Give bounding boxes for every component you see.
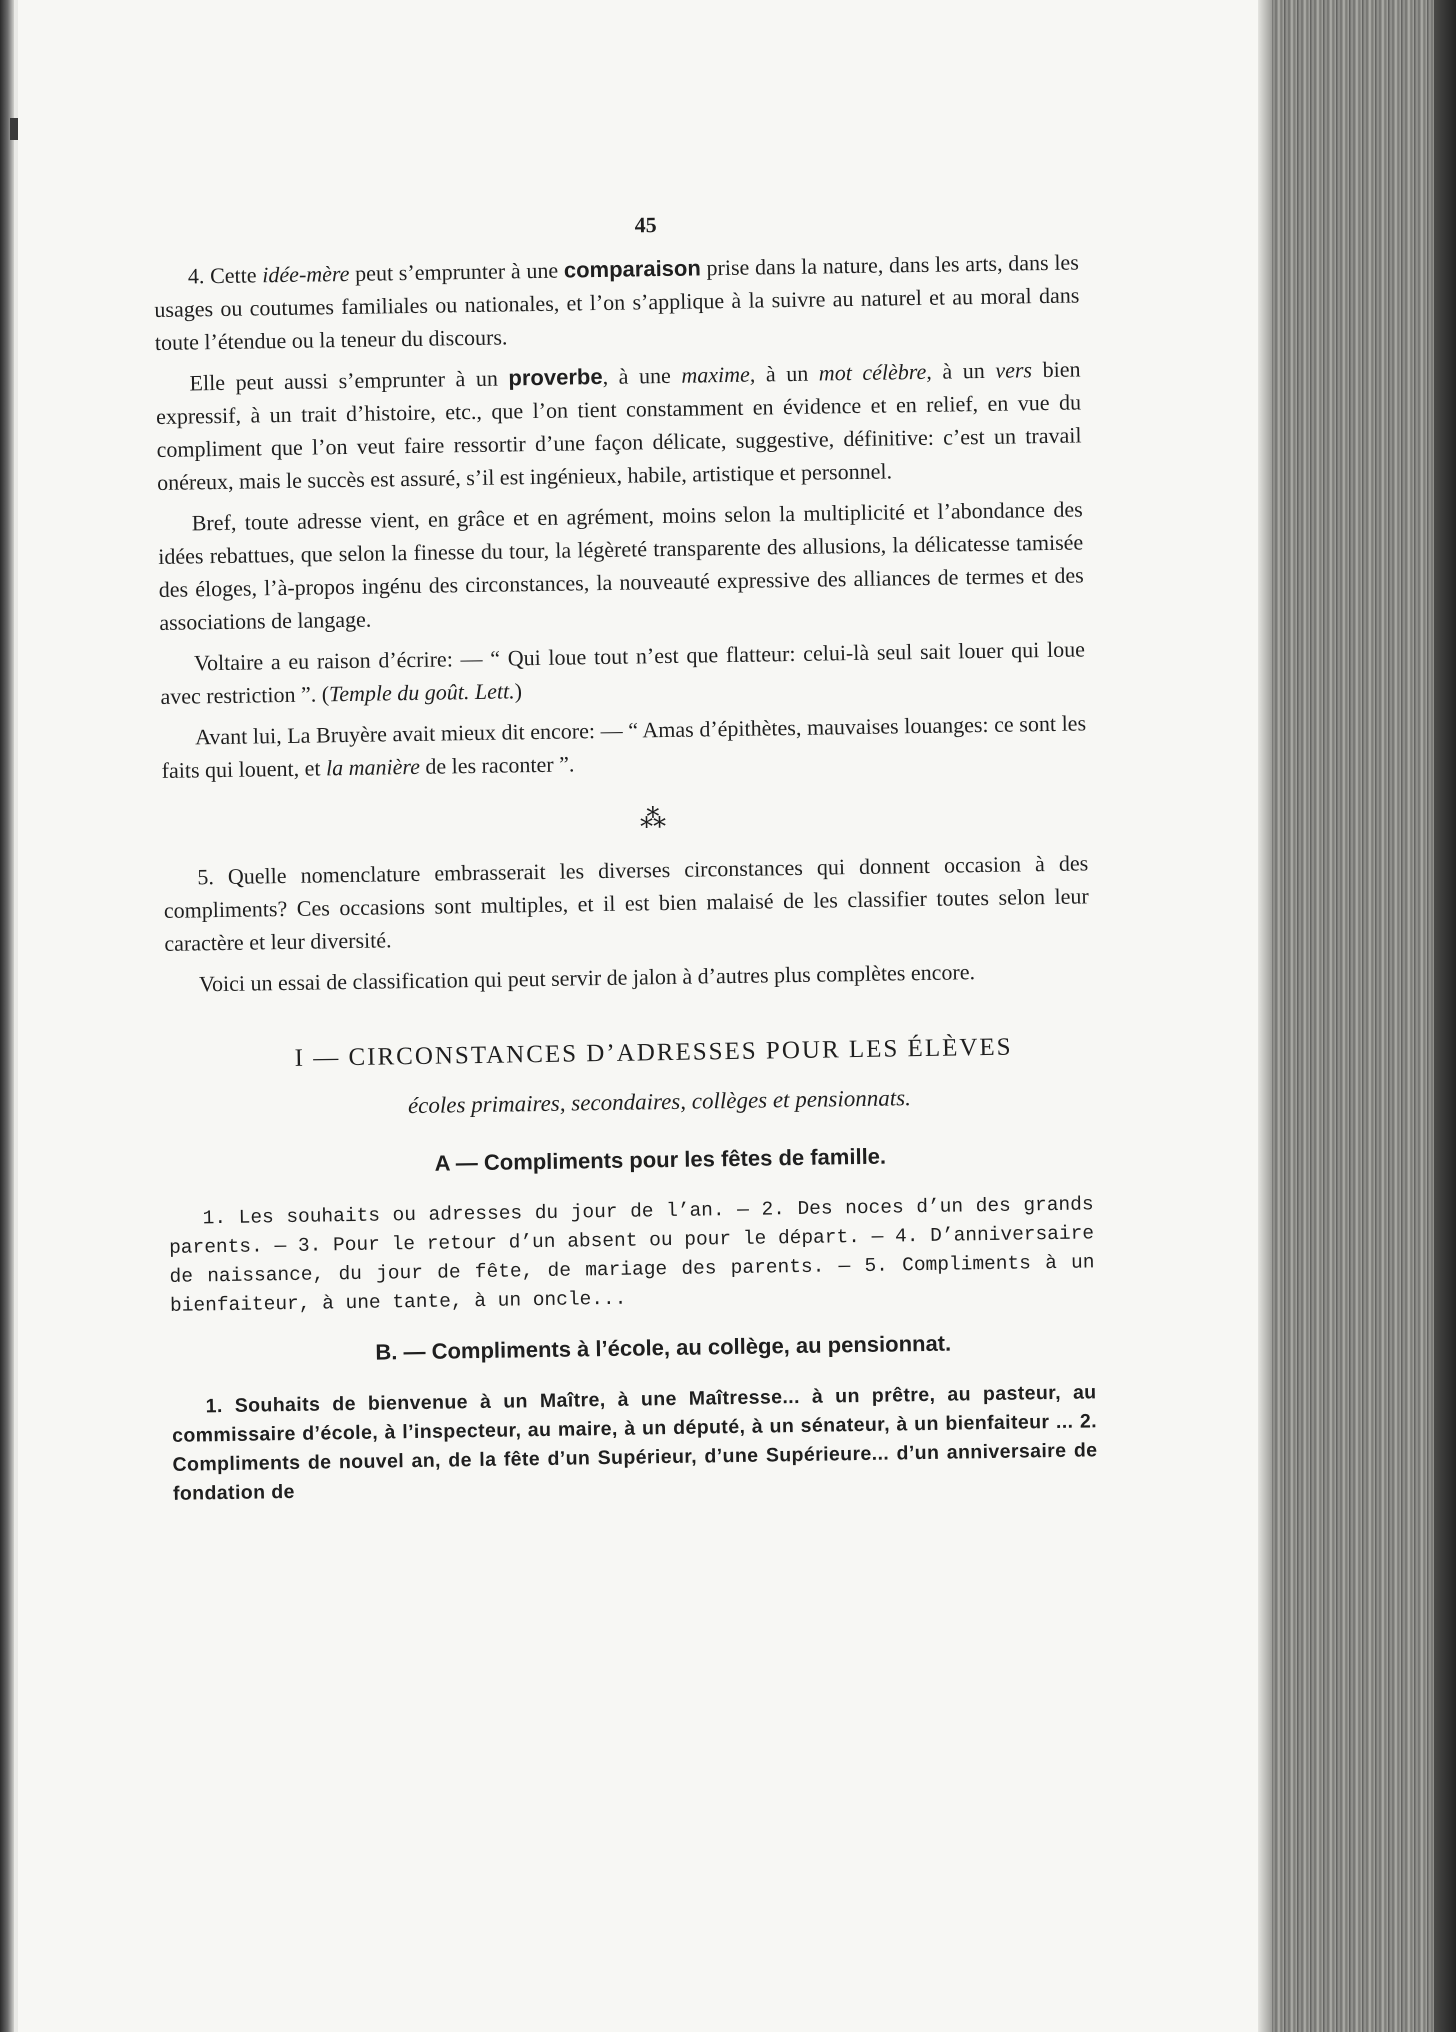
section-subtitle: écoles primaires, secondaires, collèges et pensionnats. <box>407 1085 912 1119</box>
text-run: , à une <box>602 362 682 389</box>
text-run: de les raconter ”. <box>419 751 575 779</box>
subsection-b-heading: B. — Compliments à l’école, au collège, au pensionnat. <box>375 1330 952 1365</box>
text-run: à un <box>931 357 996 384</box>
book-page-edges <box>1258 0 1456 2032</box>
paragraph-5: 5. Quelle nomenclature embrasserait les diverses circonstances qui donnent occasion à des compliments? Ces occasions sont multiples, et il est bien malaisé de les classifier toutes selon leur caractère et leur diversité. <box>163 850 1089 956</box>
asterism-divider: ⁂ <box>639 803 671 834</box>
citation-title: Temple du goût. Lett. <box>328 678 515 707</box>
list-a: 1. Les souhaits ou adresses du jour de l’an. — 2. Des noces d’un des grands parents. — 3. Pour le retour d’un absent ou pour le départ. — 4. D’anniversaire de naissance, du jour de fête, de mariage des parents. — 5. Compliments à un bienfaiteur, à une tante, à un oncle... <box>168 1193 1095 1317</box>
text-run: prise dans la nature, dans les arts, dans les usages ou coutumes familiales ou nationales, et l’on s’applique à la suivre au naturel et au moral dans toute l’étendue ou la teneur du discours. <box>154 249 1080 355</box>
emphasis: maxime, <box>681 361 756 388</box>
emphasis: la manière <box>325 753 421 781</box>
bold-term: proverbe <box>508 363 603 391</box>
page-text <box>153 205 1098 1516</box>
bold-term: comparaison <box>563 255 702 283</box>
text-run: à un <box>755 360 820 387</box>
text-run: ) <box>514 678 523 704</box>
paragraph-bref: Bref, toute adresse vient, en grâce et en agrément, moins selon la multiplicité et l’abondance des idées rebattues, que selon la finesse du tour, la légèreté transparente des allusions, la délicatesse tamisée des éloges, l’à-propos ingénu des circonstances, la nouveauté expressive des alliances de termes et des associations de langage. <box>158 496 1084 635</box>
book-page <box>18 0 1258 2032</box>
paragraph-4 <box>154 245 1080 359</box>
paragraph-bruyere <box>161 706 1087 787</box>
emphasis: idée-mère <box>262 260 350 288</box>
subsection-a-heading: A — Compliments pour les fêtes de famille. <box>434 1143 887 1176</box>
text-run: 4. Cette <box>187 262 263 289</box>
paragraph-voltaire <box>160 632 1086 713</box>
list-b: 1. Souhaits de bienvenue à un Maître, à une Maîtresse... à un prêtre, au pasteur, au commissaire d’école, à l’inspecteur, au maire, à un député, à un sénateur, à un bienfaiteur ... 2. Compliments de nouvel an, de la fête d’un Supérieur, d’une Supérieure... d’un anniversaire de fondation de <box>171 1381 1098 1505</box>
text-run: bien expressif, à un trait d’histoire, etc., que l’on tient constamment en évidence et en relief, en vue du compliment que l’on veut faire ressortir d’une façon délicate, suggestive, définitive: c’est un travail onéreux, mais le succès est assuré, s’il est ingénieux, habile, artistique et personnel. <box>155 356 1082 495</box>
section-title: I — CIRCONSTANCES D’ADRESSES POUR LES ÉLÈVES <box>294 1033 1013 1072</box>
text-run: Elle peut aussi s’emprunter à un <box>189 365 509 396</box>
page-number: 45 <box>634 212 657 238</box>
left-page-edge <box>0 0 14 2032</box>
emphasis: mot célèbre, <box>818 358 933 386</box>
text-run: Avant lui, La Bruyère avait mieux dit encore: — “ Amas d’épithètes, mauvaises louanges: ce sont les faits qui louent, et <box>161 710 1087 783</box>
paragraph-voici: Voici un essai de classification qui peut servir de jalon à d’autres plus complètes encore. <box>198 959 976 997</box>
emphasis: vers <box>995 357 1033 383</box>
paragraph-elle <box>155 352 1082 499</box>
text-run: peut s’emprunter à une <box>349 257 565 286</box>
text-run: Voltaire a eu raison d’écrire: — “ Qui loue tout n’est que flatteur: celui-là seul sait louer qui loue avec restriction ”. ( <box>160 636 1086 709</box>
